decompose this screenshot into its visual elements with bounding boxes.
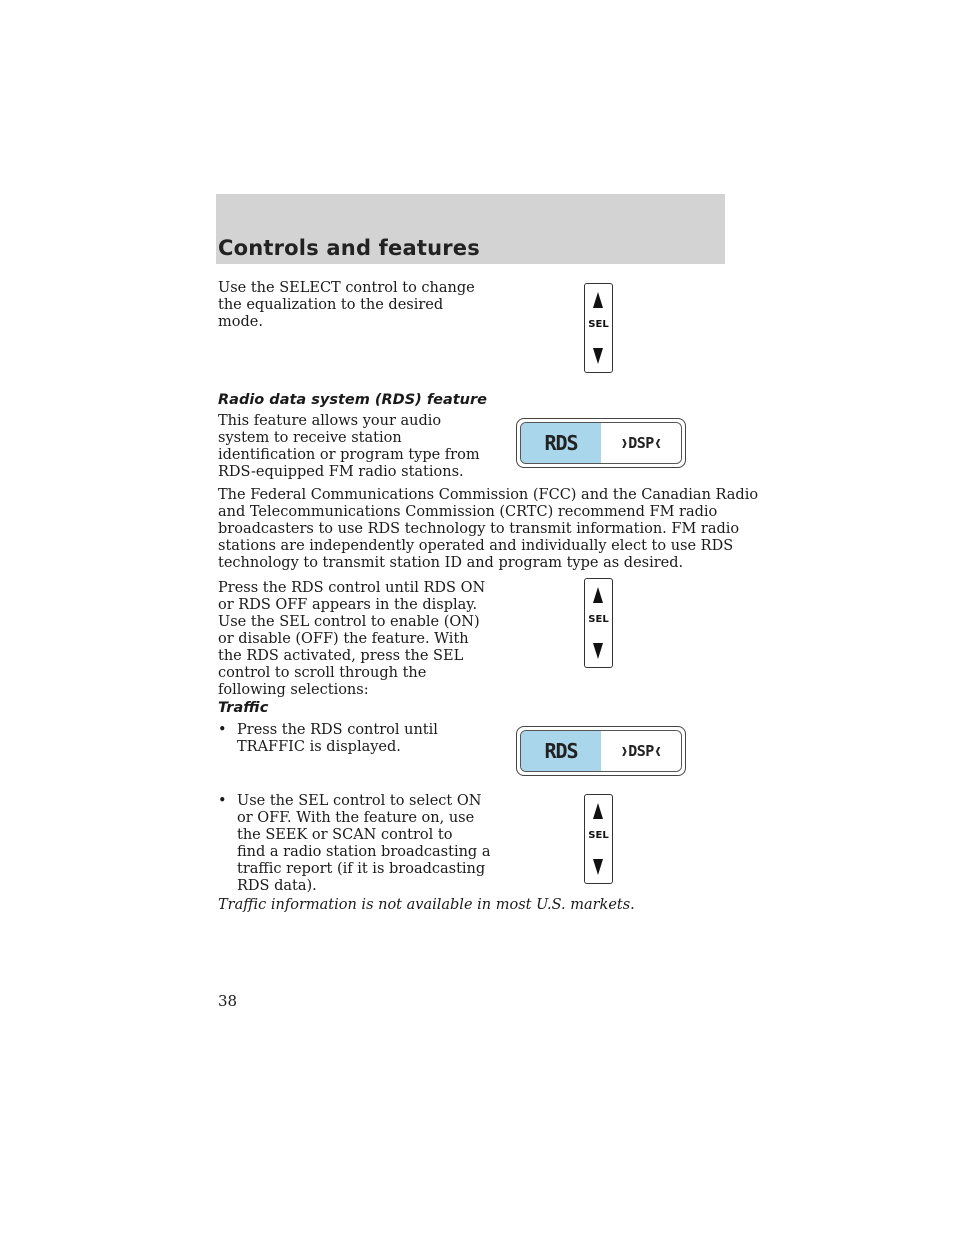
text-line: The Federal Communications Commission (FCC) and the Canadian Radio <box>218 487 759 503</box>
up-arrow-icon <box>593 803 603 819</box>
text-line: RDS-equipped FM radio stations. <box>218 464 464 480</box>
traffic-note: Traffic information is not available in most U.S. markets. <box>218 897 635 913</box>
text-line: or disable (OFF) the feature. With <box>218 631 469 647</box>
text-line: technology to transmit station ID and program type as desired. <box>218 555 684 571</box>
dsp-label-group <box>601 423 681 463</box>
down-arrow-icon <box>593 643 603 659</box>
text-line: Press the RDS control until RDS ON <box>218 580 486 596</box>
text-line: the RDS activated, press the SEL <box>218 648 464 664</box>
text-line: the equalization to the desired <box>218 297 444 313</box>
sel-control-illustration <box>584 578 613 668</box>
page-number: 38 <box>218 992 238 1010</box>
text-line: stations are independently operated and individually elect to use RDS <box>218 538 734 554</box>
text-line: identification or program type from <box>218 447 480 463</box>
text-line: the SEEK or SCAN control to <box>237 827 453 843</box>
dsp-left-arrow-icon: ❱ <box>621 744 628 758</box>
text-line: following selections: <box>218 682 369 698</box>
text-line: control to scroll through the <box>218 665 427 681</box>
text-line: and Telecommunications Commission (CRTC) recommend FM radio <box>218 504 718 520</box>
rds-label: RDS <box>521 731 601 771</box>
text-line: find a radio station broadcasting a <box>237 844 491 860</box>
rds-dsp-button-illustration <box>516 418 686 468</box>
text-line: Use the SEL control to enable (ON) <box>218 614 480 630</box>
text-line: Press the RDS control until <box>237 722 438 738</box>
up-arrow-icon <box>593 292 603 308</box>
section-title: Controls and features <box>218 236 480 260</box>
text-line: Use the SELECT control to change <box>218 280 475 296</box>
text-line: traffic report (if it is broadcasting <box>237 861 486 877</box>
sel-label: SEL <box>588 319 609 330</box>
bullet-icon: • <box>218 722 227 738</box>
dsp-left-arrow-icon: ❱ <box>621 436 628 450</box>
bullet-icon: • <box>218 793 227 809</box>
sel-label: SEL <box>588 614 609 625</box>
sel-control-illustration <box>584 283 613 373</box>
dsp-right-arrow-icon: ❰ <box>654 436 661 450</box>
up-arrow-icon <box>593 587 603 603</box>
dsp-label-group <box>601 731 681 771</box>
down-arrow-icon <box>593 348 603 364</box>
dsp-label: DSP <box>628 434 654 452</box>
down-arrow-icon <box>593 859 603 875</box>
text-line: This feature allows your audio <box>218 413 442 429</box>
traffic-subhead: Traffic <box>218 700 269 716</box>
text-line: Use the SEL control to select ON <box>237 793 482 809</box>
rds-subhead: Radio data system (RDS) feature <box>218 392 487 408</box>
text-line: RDS data). <box>237 878 317 894</box>
text-line: TRAFFIC is displayed. <box>237 739 401 755</box>
sel-control-illustration <box>584 794 613 884</box>
text-line: or RDS OFF appears in the display. <box>218 597 478 613</box>
text-line: mode. <box>218 314 263 330</box>
rds-dsp-button-illustration <box>516 726 686 776</box>
dsp-right-arrow-icon: ❰ <box>654 744 661 758</box>
text-line: system to receive station <box>218 430 402 446</box>
sel-label: SEL <box>588 830 609 841</box>
dsp-label: DSP <box>628 742 654 760</box>
rds-label: RDS <box>521 423 601 463</box>
text-line: broadcasters to use RDS technology to transmit information. FM radio <box>218 521 740 537</box>
text-line: or OFF. With the feature on, use <box>237 810 475 826</box>
